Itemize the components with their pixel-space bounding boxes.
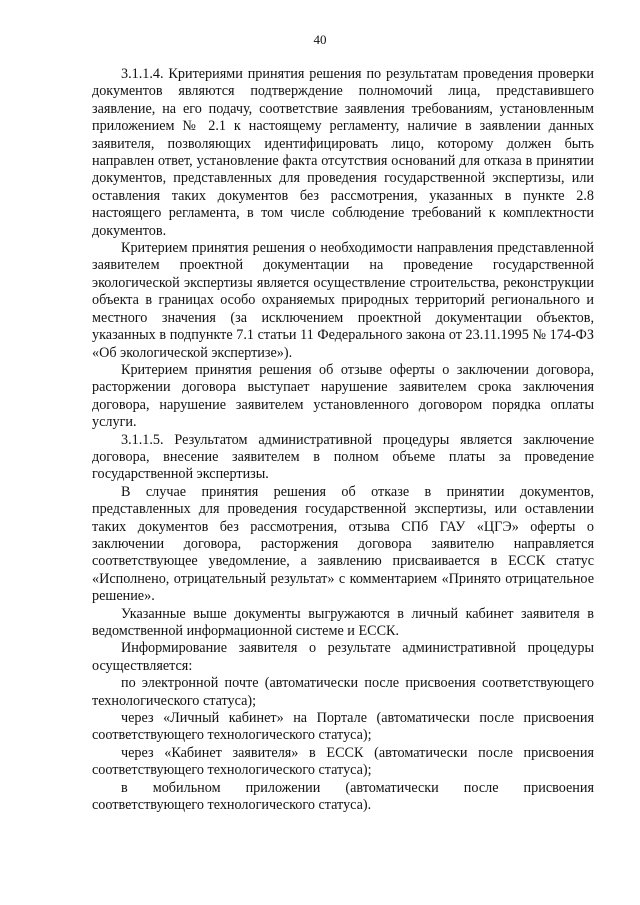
paragraph-informing-intro: Информирование заявителя о результате административной процедуры осуществляется: <box>92 640 594 674</box>
list-item-email: по электронной почте (автоматически после присвоения соответствующего технологического статуса); <box>92 675 594 709</box>
paragraph-refusal-notification: В случае принятия решения об отказе в принятии документов, представленных для проведения государственной экспертизы, или оставлении таких документов без рассмотрения, отзыва СПб ГАУ «ЦГЭ» оферты о заключении договора, расторжения договора заявителю направляется соответствующее уведомление, а заявлению присваивается в ЕССК статус «Исполнено, отрицательный результат» с комментарием «Принято отрицательное решение». <box>92 483 594 605</box>
page-number: 40 <box>313 32 327 47</box>
list-item-essk-cabinet: через «Кабинет заявителя» в ЕССК (автоматически после присвоения соответствующего технологического статуса); <box>92 744 594 779</box>
paragraph-procedure-result: 3.1.1.5. Результатом административной процедуры является заключение договора, внесение заявителем в полном объеме платы за проведение государственной экспертизы. <box>92 431 594 483</box>
paragraph-criteria-offer-withdrawal: Критерием принятия решения об отзыве оферты о заключении договора, расторжении договора выступает нарушение заявителем срока заключения договора, нарушение заявителем установленного договором порядка оплаты услуги. <box>92 361 594 431</box>
document-body <box>92 66 594 814</box>
paragraph-criteria-ecological-expertise: Критерием принятия решения о необходимости направления представленной заявителем проектной документации на проведение государственной экологической экспертизы является осуществление строительства, реконструкции объекта в границах особо охраняемых природных территорий регионального и местного значения (за исключением проектной документации объектов, указанных в подпункте 7.1 статьи 11 Федерального закона от 23.11.1995 № 174-ФЗ «Об экологической экспертизе»). <box>92 240 594 361</box>
list-item-portal-cabinet: через «Личный кабинет» на Портале (автоматически после присвоения соответствующего технологического статуса); <box>92 710 594 744</box>
list-item-mobile-app: в мобильном приложении (автоматически после присвоения соответствующего технологического статуса). <box>92 779 594 814</box>
paragraph-documents-upload: Указанные выше документы выгружаются в личный кабинет заявителя в ведомственной информационной системе и ЕССК. <box>92 605 594 639</box>
paragraph-criteria-document-check: 3.1.1.4. Критериями принятия решения по результатам проведения проверки документов являются подтверждение полномочий лица, представившего заявление, на его подачу, соответствие заявления требованиям, установленным приложением № 2.1 к настоящему регламенту, наличие в заявлении данных заявителя, позволяющих идентифицировать лицо, которому должен быть направлен ответ, установление факта отсутствия оснований для отказа в принятии документов, представленных для проведения государственной экспертизы, или оставления таких документов без рассмотрения, указанных в пункте 2.8 настоящего регламента, в том числе соблюдение требований к комплектности документов. <box>92 66 594 239</box>
